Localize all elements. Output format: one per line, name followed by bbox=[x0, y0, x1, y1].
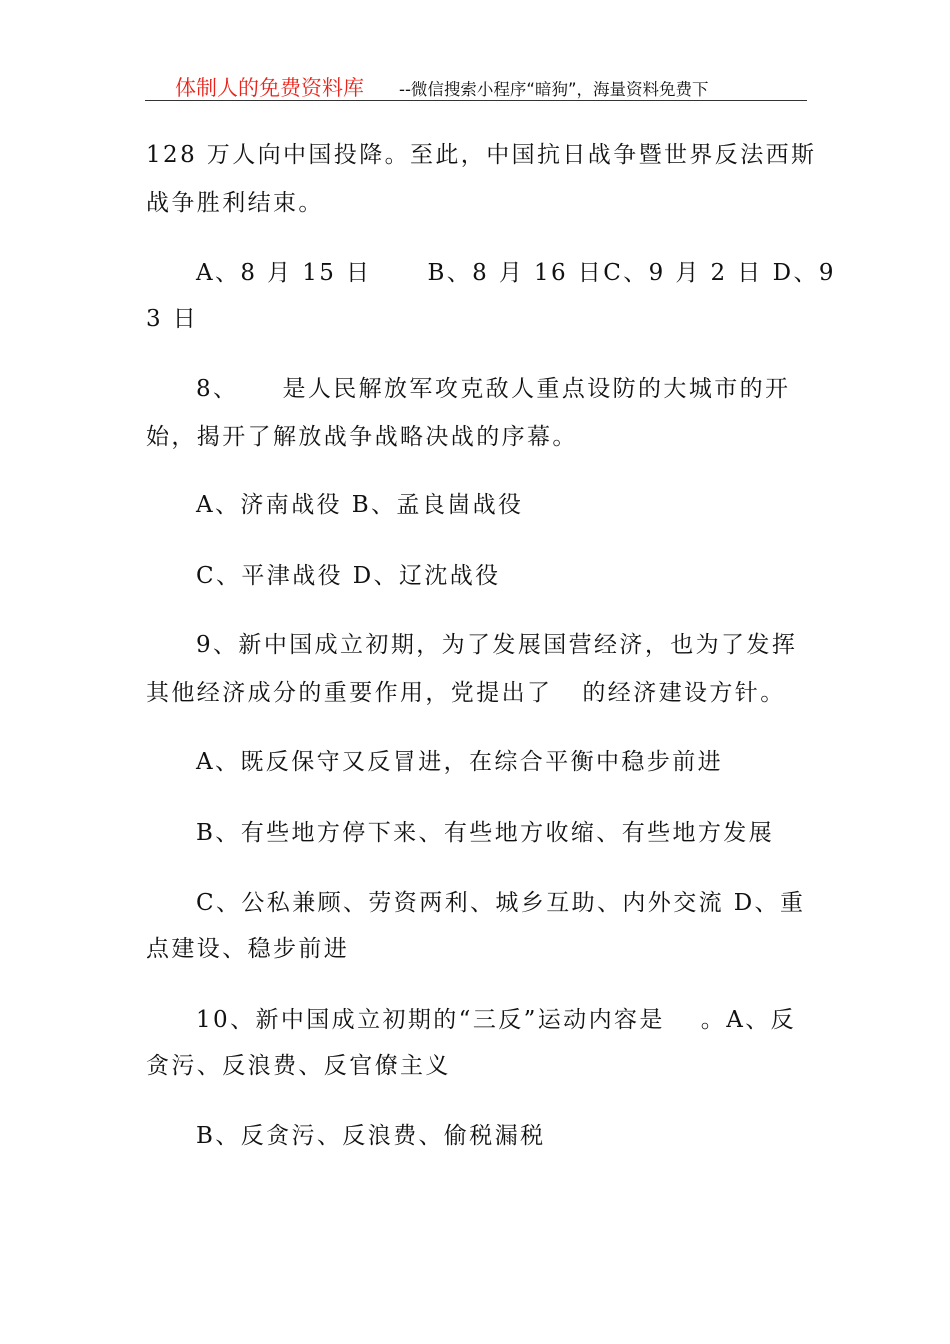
q9-stem-part-b: 的经济建设方针。 bbox=[582, 680, 786, 706]
q8-options-ab: A、济南战役 B、孟良崮战役 bbox=[196, 492, 524, 518]
q7-option-c: C、9 月 2 日 bbox=[603, 260, 763, 286]
header-tagline: --微信搜索小程序“暗狗”，海量资料免费下 bbox=[399, 80, 709, 99]
q7-option-d-continuation: 3 日 bbox=[146, 306, 199, 332]
q8-stem-text: 是人民解放军攻克敌人重点设防的大城市的开 bbox=[282, 376, 791, 402]
q7-option-d: D、9 bbox=[772, 260, 836, 286]
q9-options-cd-line-2: 点建设、稳步前进 bbox=[146, 936, 350, 962]
q9-stem-part-a: 其他经济成分的重要作用，党提出了 bbox=[146, 680, 553, 706]
q9-option-a: A、既反保守又反冒进，在综合平衡中稳步前进 bbox=[196, 749, 724, 775]
header-brand: 体制人的免费资料库 bbox=[175, 76, 364, 100]
q9-option-b: B、有些地方停下来、有些地方收缩、有些地方发展 bbox=[196, 820, 775, 846]
q7-continuation-line-1: 128 万人向中国投降。至此，中国抗日战争暨世界反法西斯 bbox=[146, 142, 817, 168]
q7-continuation-line-2: 战争胜利结束。 bbox=[146, 190, 324, 216]
q7-option-a: A、8 月 15 日 bbox=[196, 260, 372, 286]
q9-options-cd-line-1: C、公私兼顾、劳资两利、城乡互助、内外交流 D、重 bbox=[196, 890, 806, 916]
q7-option-b: B、8 月 16 日 bbox=[427, 260, 604, 286]
q10-stem-line-1 bbox=[196, 1001, 796, 1034]
q10-stem-part-a: 10、新中国成立初期的“三反”运动内容是 bbox=[196, 1007, 665, 1033]
q10-option-b: B、反贪污、反浪费、偷税漏税 bbox=[196, 1123, 546, 1149]
q9-stem-line-2 bbox=[146, 674, 786, 707]
q10-stem-part-b: 。A、反 bbox=[700, 1007, 797, 1033]
q7-options-line bbox=[196, 254, 836, 287]
q8-number: 8、 bbox=[196, 376, 239, 402]
page-header bbox=[145, 70, 807, 101]
q8-stem-line-2: 始，揭开了解放战争战略决战的序幕。 bbox=[146, 424, 578, 450]
q10-option-a-continuation: 贪污、反浪费、反官僚主义 bbox=[146, 1053, 451, 1079]
q8-options-cd: C、平津战役 D、辽沈战役 bbox=[196, 563, 501, 589]
q8-stem-line-1 bbox=[196, 370, 790, 403]
q9-stem-line-1: 9、新中国成立初期，为了发展国营经济，也为了发挥 bbox=[196, 632, 798, 658]
